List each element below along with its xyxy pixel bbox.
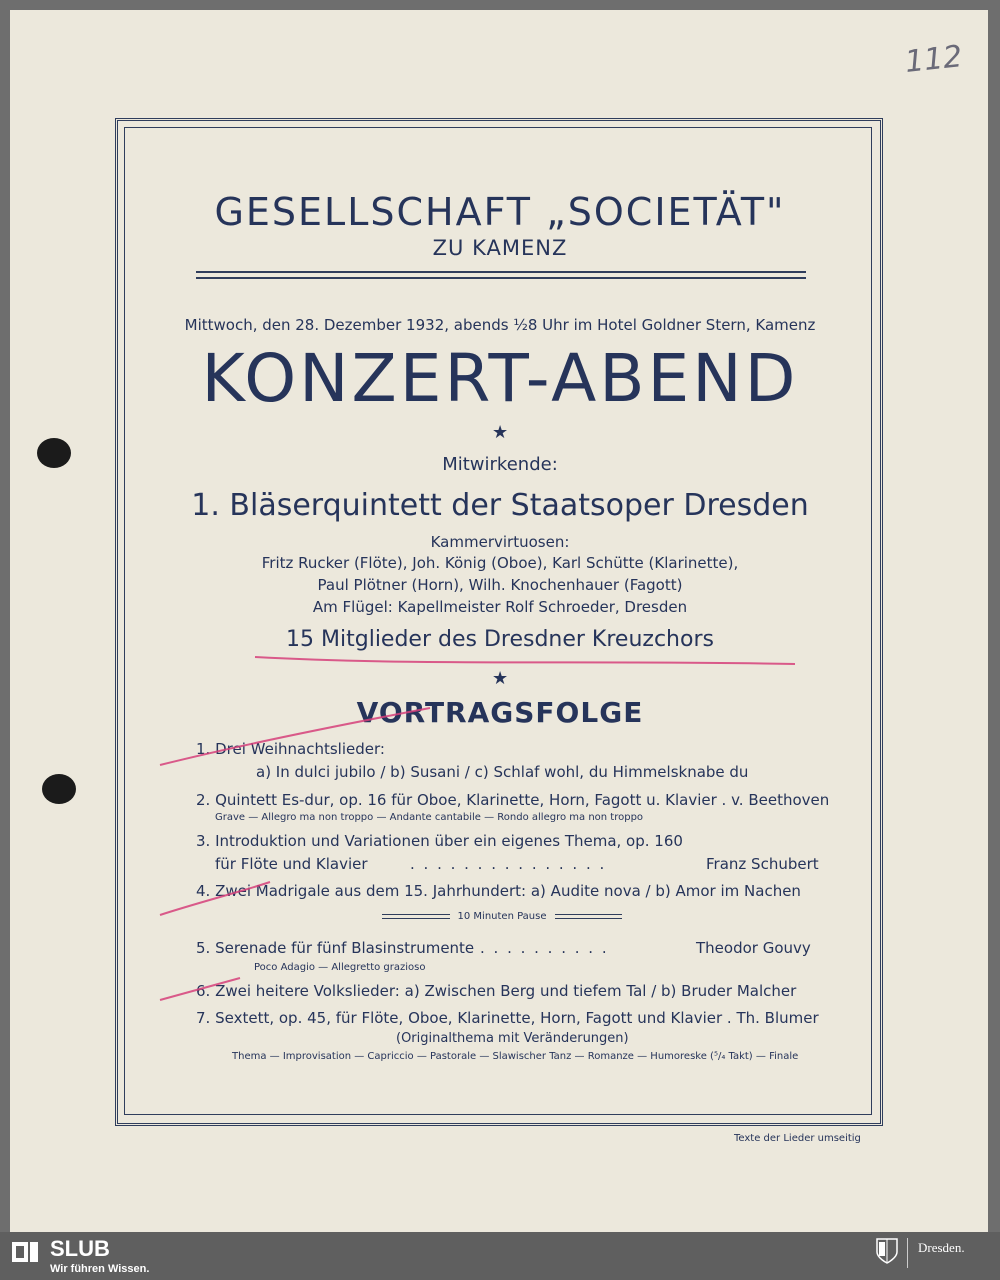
program-item-3	[196, 832, 683, 850]
item-movements: Poco Adagio — Allegretto grazioso	[254, 962, 426, 973]
item-composer: Theodor Gouvy	[696, 939, 811, 957]
dot-leader: . . . . . . . . . . . . . . .	[410, 855, 607, 873]
item-number: 4.	[196, 882, 211, 900]
punch-hole	[42, 774, 76, 804]
members-line: Paul Plötner (Horn), Wilh. Knochenhauer (Fagott)	[317, 576, 683, 594]
item-number: 5.	[196, 939, 211, 957]
handwritten-page-number: 112	[903, 39, 964, 80]
pause-rule	[382, 914, 450, 919]
program-heading: VORTRAGSFOLGE	[356, 696, 644, 729]
library-name: SLUB	[50, 1236, 110, 1261]
intermission	[382, 911, 622, 922]
concert-title: KONZERT-ABEND	[201, 340, 799, 417]
program-item-2	[196, 791, 829, 809]
item-composer: Franz Schubert	[706, 855, 819, 873]
pause-rule	[555, 914, 623, 919]
item-movements: Grave — Allegro ma non troppo — Andante cantabile — Rondo allegro ma non troppo	[215, 812, 644, 823]
society-location: ZU KAMENZ	[432, 236, 568, 260]
item-title: Serenade für fünf Blasinstrumente	[215, 939, 475, 957]
ensemble-name: 1. Bläserquintett der Staatsoper Dresden	[191, 488, 809, 523]
library-footer	[0, 1232, 1000, 1280]
item-detail: a) In dulci jubilo / b) Susani / c) Schlaf wohl, du Himmelsknabe du	[256, 763, 749, 781]
header-divider	[196, 271, 806, 279]
item-number: 2.	[196, 791, 211, 809]
item-number: 6.	[196, 982, 211, 1000]
item-title: Drei Weihnachtslieder:	[215, 740, 385, 758]
program-item-6	[196, 982, 796, 1000]
star-icon: ★	[492, 422, 509, 443]
footer-divider	[907, 1238, 908, 1268]
pause-label: 10 Minuten Pause	[457, 911, 547, 922]
item-number: 1.	[196, 740, 211, 758]
item-movements: Thema — Improvisation — Capriccio — Pastorale — Slawischer Tanz — Romanze — Humoreske (⁵/₄ Takt) — Finale	[232, 1051, 799, 1062]
item-note: (Originalthema mit Veränderungen)	[396, 1031, 629, 1046]
program-item-5	[196, 939, 474, 957]
virtuosi-label: Kammervirtuosen:	[430, 533, 570, 551]
program-item-1	[196, 740, 385, 758]
item-title: Sextett, op. 45, für Flöte, Oboe, Klarinette, Horn, Fagott und Klavier . Th. Blumer	[215, 1009, 819, 1027]
society-title: GESELLSCHAFT „SOCIETÄT"	[214, 190, 786, 234]
participants-label: Mitwirkende:	[442, 454, 558, 475]
slub-logo-icon	[12, 1240, 38, 1264]
members-line: Fritz Rucker (Flöte), Joh. König (Oboe), Karl Schütte (Klarinette),	[261, 554, 739, 572]
item-number: 7.	[196, 1009, 211, 1027]
coat-of-arms-icon	[876, 1238, 898, 1264]
item-title: Introduktion und Variationen über ein eigenes Thema, op. 160	[215, 832, 683, 850]
dot-leader: . . . . . . . . . .	[480, 939, 609, 957]
event-details: Mittwoch, den 28. Dezember 1932, abends ½8 Uhr im Hotel Goldner Stern, Kamenz	[184, 316, 816, 334]
program-item-4	[196, 882, 801, 900]
star-icon: ★	[492, 668, 509, 689]
item-title: Zwei Madrigale aus dem 15. Jahrhundert: a) Audite nova / b) Amor im Nachen	[215, 882, 801, 900]
item-detail: für Flöte und Klavier	[215, 855, 368, 873]
item-number: 3.	[196, 832, 211, 850]
item-title: Zwei heitere Volkslieder: a) Zwischen Berg und tiefem Tal / b) Bruder Malcher	[215, 982, 797, 1000]
city-wordmark: Dresden.	[918, 1240, 965, 1255]
members-line: Am Flügel: Kapellmeister Rolf Schroeder, Dresden	[312, 598, 688, 616]
item-title: Quintett Es-dur, op. 16 für Oboe, Klarinette, Horn, Fagott u. Klavier . v. Beethoven	[215, 791, 830, 809]
program-item-7	[196, 1009, 819, 1027]
footnote: Texte der Lieder umseitig	[734, 1133, 861, 1144]
library-claim: Wir führen Wissen.	[50, 1263, 150, 1275]
choir-line: 15 Mitglieder des Dresdner Kreuzchors	[286, 627, 714, 652]
